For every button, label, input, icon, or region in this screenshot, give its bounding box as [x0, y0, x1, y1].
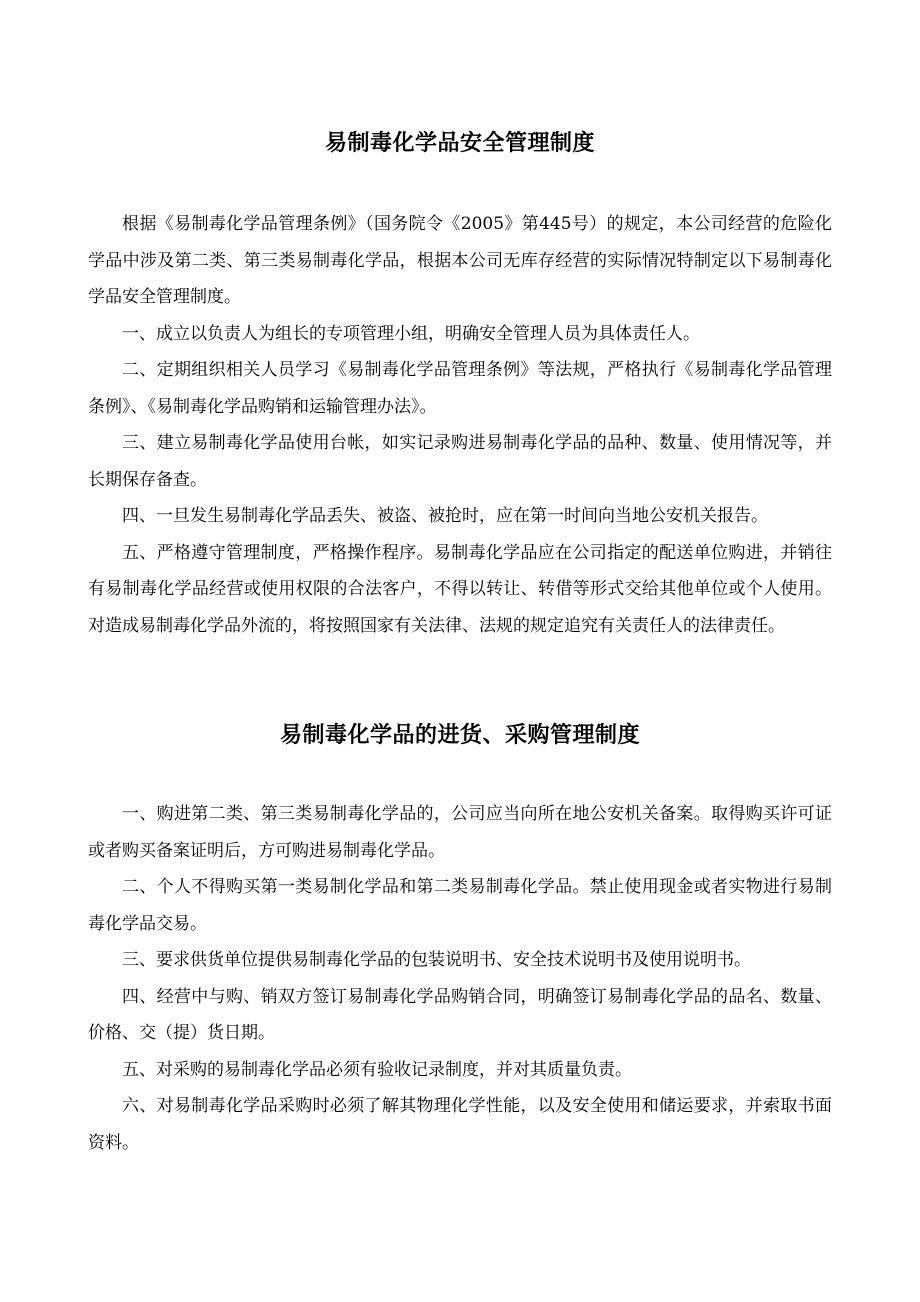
- section-1-title: 易制毒化学品安全管理制度: [324, 130, 595, 156]
- paragraph: 四、一旦发生易制毒化学品丢失、被盗、被抢时，应在第一时间向当地公安机关报告。: [122, 506, 768, 526]
- paragraph: 二、定期组织相关人员学习《易制毒化学品管理条例》等法规，严格执行《易制毒化学品管理条例》、《易制毒化学品购销和运输管理办法》。: [88, 360, 832, 417]
- section-1-body: [88, 206, 832, 644]
- paragraph: 一、购进第二类、第三类易制毒化学品的，公司应当向所在地公安机关备案。取得购买许可证或者购买备案证明后，方可购进易制毒化学品。: [88, 804, 832, 861]
- paragraph: 二、个人不得购买第一类易制化学品和第二类易制毒化学品。禁止使用现金或者实物进行易制毒化学品交易。: [88, 877, 832, 934]
- paragraph: 三、建立易制毒化学品使用台帐，如实记录购进易制毒化学品的品种、数量、使用情况等，并长期保存备查。: [88, 433, 832, 490]
- paragraph: 四、经营中与购、销双方签订易制毒化学品购销合同，明确签订易制毒化学品的品名、数量、价格、交（提）货日期。: [88, 986, 832, 1043]
- paragraph: 六、对易制毒化学品采购时必须了解其物理化学性能，以及安全使用和储运要求，并索取书面资料。: [88, 1096, 832, 1153]
- section-2-body: [88, 796, 832, 1161]
- paragraph: 根据《易制毒化学品管理条例》（国务院令《2005》第445号）的规定，本公司经营的危险化学品中涉及第二类、第三类易制毒化学品，根据本公司无库存经营的实际情况特制定以下易制毒化学品安全管理制度。: [88, 214, 832, 307]
- paragraph: 一、成立以负责人为组长的专项管理小组，明确安全管理人员为具体责任人。: [122, 323, 700, 344]
- paragraph: 五、严格遵守管理制度，严格操作程序。易制毒化学品应在公司指定的配送单位购进，并销往有易制毒化学品经营或使用权限的合法客户，不得以转让、转借等形式交给其他单位或个人使用。对造成易制毒化学品外流的，将按照国家有关法律、法规的规定追究有关责任人的法律责任。: [88, 542, 832, 636]
- section-2-title: 易制毒化学品的进货、采购管理制度: [279, 722, 640, 748]
- paragraph: 五、对采购的易制毒化学品必须有验收记录制度，并对其质量负责。: [122, 1059, 632, 1080]
- paragraph: 三、要求供货单位提供易制毒化学品的包装说明书、安全技术说明书及使用说明书。: [122, 950, 751, 970]
